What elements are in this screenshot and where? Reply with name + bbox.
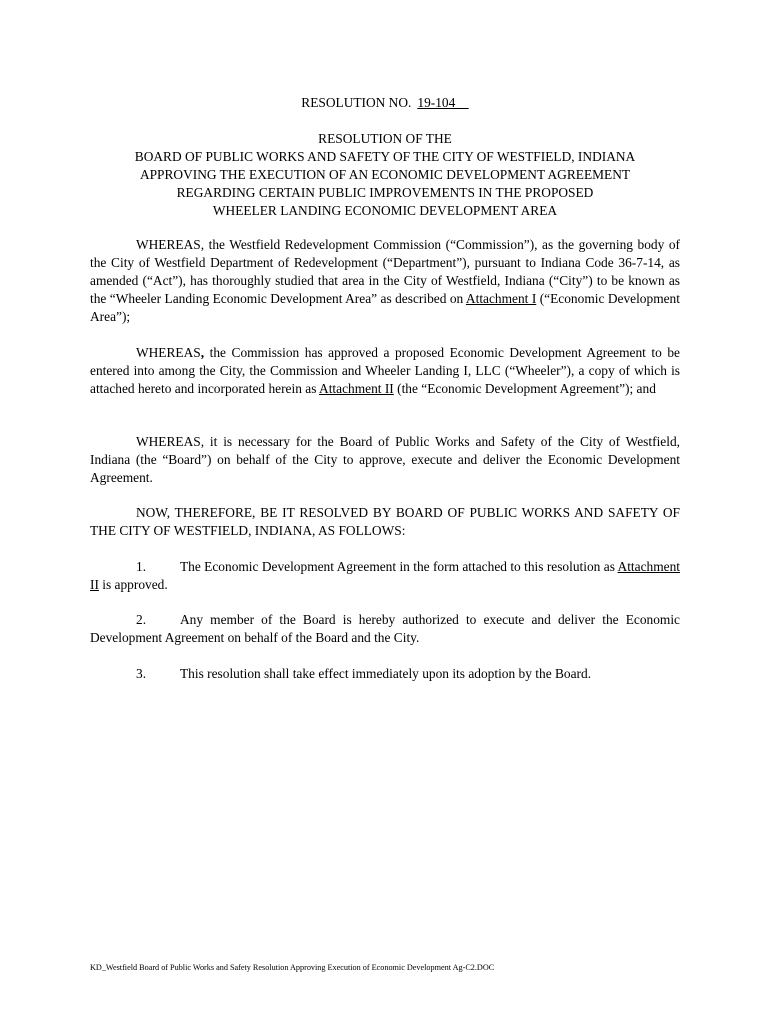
item-text: The Economic Development Agreement in the form attached to this resolution as: [180, 559, 618, 574]
attachment-reference: Attachment I: [465, 291, 537, 306]
attachment-reference: Attachment II: [90, 559, 680, 592]
attachment-reference: Attachment II: [319, 381, 394, 396]
bold-comma: ,: [200, 345, 205, 360]
resolution-item-2: [90, 611, 680, 647]
item-number: 3.: [136, 666, 147, 681]
whereas-paragraph-3: [90, 433, 680, 487]
paragraph-text: NOW, THEREFORE, BE IT RESOLVED BY BOARD OF PUBLIC WORKS AND SAFETY OF THE CITY OF WESTFIELD, INDIANA, AS FOLLOWS:: [90, 505, 680, 538]
heading-line: APPROVING THE EXECUTION OF AN ECONOMIC DEVELOPMENT AGREEMENT: [139, 167, 631, 182]
item-number: 2.: [136, 612, 147, 627]
document-page: [90, 0, 680, 1024]
heading-line: WHEELER LANDING ECONOMIC DEVELOPMENT AREA: [212, 203, 558, 218]
resolution-item-1: [90, 558, 680, 594]
whereas-paragraph-2: [90, 344, 680, 398]
paragraph-text: WHEREAS, the Westfield Redevelopment Commission (“Commission”), as the governing body of the City of Westfield Department of Redevelopment (“Department”), pursuant to Indiana Code 36-7-14, as amended (“Act”), has thoroughly studied that area in the City of Westfield, Indiana (“City”) to be known as the “Wheeler Landing Economic Development Area” as described on: [90, 237, 680, 306]
heading-line: REGARDING CERTAIN PUBLIC IMPROVEMENTS IN THE PROPOSED: [176, 185, 594, 200]
item-text: Any member of the Board is hereby authorized to execute and deliver the Economic Development Agreement on behalf of the Board and the City.: [90, 612, 680, 645]
paragraph-text: (“Economic Development Area”);: [90, 291, 680, 324]
paragraph-text: (the “Economic Development Agreement”); and: [393, 381, 656, 396]
resolution-number-value: 19-104: [417, 95, 469, 110]
whereas-paragraph-1: [90, 236, 680, 326]
item-number: 1.: [136, 559, 147, 574]
resolved-paragraph: [90, 504, 680, 540]
paragraph-text: WHEREAS, it is necessary for the Board of Public Works and Safety of the City of Westfield, Indiana (the “Board”) on behalf of the City to approve, execute and deliver the Economic Development Agreement.: [90, 434, 680, 485]
item-text: is approved.: [98, 577, 168, 592]
resolution-item-3: [90, 665, 680, 683]
paragraph-text: the Commission has approved a proposed Economic Development Agreement to be entered into among the City, the Commission and Wheeler Landing I, LLC (“Wheeler”), a copy of which is attached hereto and incorporated herein as: [90, 345, 680, 396]
resolution-number: [90, 94, 680, 112]
resolution-heading: [90, 130, 680, 220]
heading-line: BOARD OF PUBLIC WORKS AND SAFETY OF THE CITY OF WESTFIELD, INDIANA: [134, 149, 636, 164]
heading-line: RESOLUTION OF THE: [318, 131, 452, 146]
resolution-label: RESOLUTION NO.: [301, 95, 412, 110]
document-footer-filename: KD_Westfield Board of Public Works and Safety Resolution Approving Execution of Economic Development Ag-C2.DOC: [90, 963, 495, 972]
item-text: This resolution shall take effect immediately upon its adoption by the Board.: [180, 666, 592, 681]
paragraph-text: WHEREAS: [136, 345, 201, 360]
